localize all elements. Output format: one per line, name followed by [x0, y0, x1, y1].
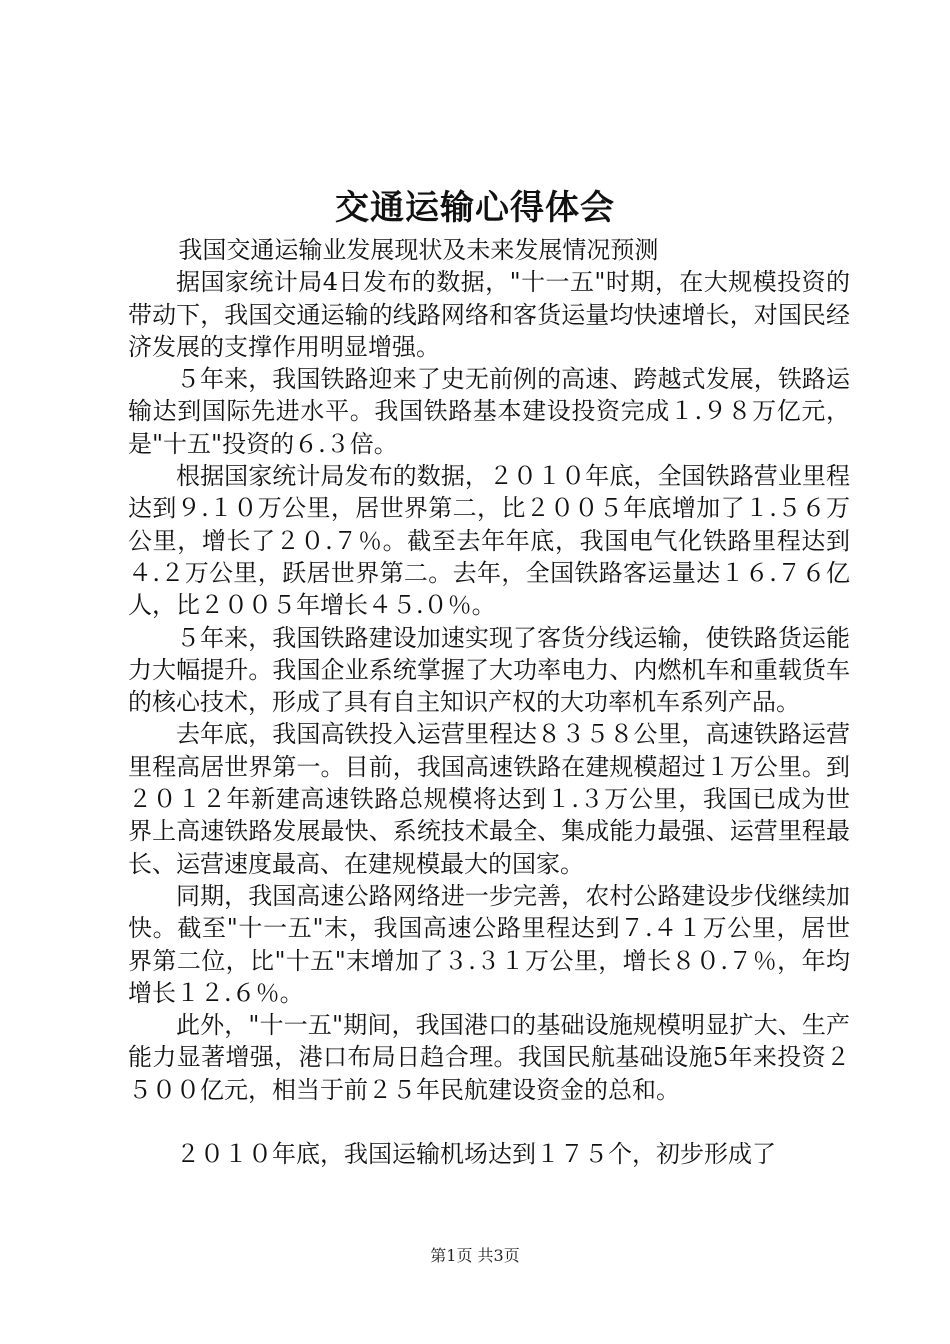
paragraph: 根据国家统计局发布的数据，２０１０年底，全国铁路营业里程达到９.１０万公里，居世界第二，比２００５年底增加了１.５６万公里，增长了２０.７％。截至去年年底，我国电气化铁路里程达到４.２万公里，跃居世界第二。去年，全国铁路客运量达１６.７６亿人，比２００５年增长４５.０％。	[128, 462, 850, 620]
paragraph: ２０１０年底，我国运输机场达到１７５个，初步形成了	[176, 1140, 776, 1169]
document-title: 交通运输心得体会	[335, 188, 615, 228]
paragraph: ５年来，我国铁路迎来了史无前例的高速、跨越式发展，铁路运输达到国际先进水平。我国铁路基本建设投资完成１.９８万亿元，是"十五"投资的６.３倍。	[128, 365, 850, 458]
paragraph: 同期，我国高速公路网络进一步完善，农村公路建设步伐继续加快。截至"十一五"末，我国高速公路里程达到７.４１万公里，居世界第二位，比"十五"末增加了３.３１万公里，增长８０.７％，年均增长１２.６％。	[128, 881, 850, 1007]
document-subtitle: 我国交通运输业发展现状及未来发展情况预测	[178, 236, 659, 264]
page-number: 第1页 共3页	[430, 1246, 520, 1265]
paragraph: ５年来，我国铁路建设加速实现了客货分线运输，使铁路货运能力大幅提升。我国企业系统掌握了大功率电力、内燃机车和重载货车的核心技术，形成了具有自主知识产权的大功率机车系列产品。	[128, 623, 850, 717]
document-body	[128, 234, 850, 1170]
paragraph: 去年底，我国高铁投入运营里程达８３５８公里，高速铁路运营里程高居世界第一。目前，我国高速铁路在建规模超过１万公里。到２０１２年新建高速铁路总规模将达到１.３万公里，我国已成为世界上高速铁路发展最快、系统技术最全、集成能力最强、运营里程最长、运营速度最高、在建规模最大的国家。	[128, 720, 850, 878]
paragraph: 据国家统计局4日发布的数据，"十一五"时期，在大规模投资的带动下，我国交通运输的线路网络和客货运量均快速增长，对国民经济发展的支撑作用明显增强。	[128, 268, 850, 361]
paragraph: 此外，"十一五"期间，我国港口的基础设施规模明显扩大、生产能力显著增强，港口布局日趋合理。我国民航基础设施5年来投资２５００亿元，相当于前２５年民航建设资金的总和。	[128, 1011, 850, 1104]
